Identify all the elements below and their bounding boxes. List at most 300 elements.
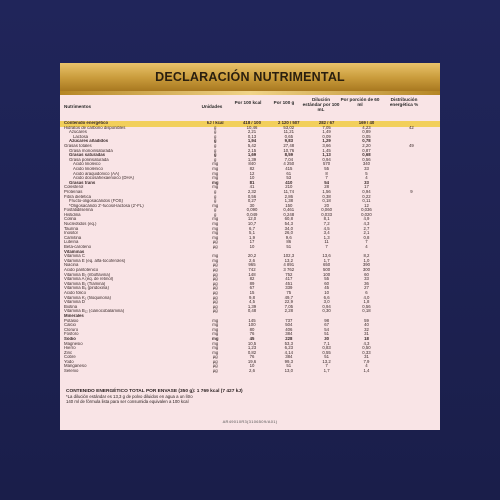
unit: mg <box>212 176 219 181</box>
value-portion: 7,9 <box>363 359 370 364</box>
value-per-100g: 51 <box>286 364 292 369</box>
nutrient-name: Contenido energético <box>64 121 109 125</box>
value-per-100g: 7,04 <box>284 157 293 162</box>
value-portion: 0,78 <box>362 139 371 144</box>
nutrient-name: Niacina <box>64 263 79 268</box>
value-per-100g: 752 <box>285 272 293 277</box>
value-portion: 36 <box>364 281 369 286</box>
value-per-100g: 99,3 <box>284 359 293 364</box>
unit: mg <box>212 162 219 167</box>
value-portion: 4,3 <box>363 222 370 227</box>
value-portion: 340 <box>362 162 371 167</box>
value-dilution: 8 <box>325 171 328 176</box>
value-dilution: 10 <box>324 290 329 295</box>
nutrient-name: Luteína <box>64 240 79 245</box>
value-per-100kcal: 76 <box>249 332 255 337</box>
value-per-100kcal: 0,049 <box>246 212 258 217</box>
value-per-100kcal: 1,69 <box>247 153 257 158</box>
value-dilution: 30 <box>324 336 329 341</box>
nutrient-name: *Oligosacárido 2'-fucosil-lactosa (2'-FL) <box>69 203 144 208</box>
nutrient-name: Manganeso <box>64 364 87 369</box>
value-per-100kcal: 76 <box>249 355 255 360</box>
nutrient-name: Grasa monoinsaturada <box>69 148 113 153</box>
value-per-100g: 4 250 <box>283 162 295 167</box>
value-dilution: 7,1 <box>323 341 330 346</box>
value-portion: 0,8 <box>363 235 370 240</box>
value-per-100kcal: 145 <box>248 318 256 323</box>
value-per-100g: 9,83 <box>284 139 293 144</box>
nutrient-name: Histidina <box>64 212 81 217</box>
table-row <box>64 369 436 374</box>
value-dilution: 28 <box>324 185 329 190</box>
value-dilution: 650 <box>323 263 331 268</box>
value-portion: 0,87 <box>362 148 371 153</box>
value-portion: 7 <box>365 240 368 245</box>
gold-divider <box>60 91 440 95</box>
unit: mg <box>212 323 219 328</box>
value-dilution: 4,5 <box>323 226 330 231</box>
value-dilution: 1,49 <box>322 130 331 135</box>
nutrient-name: Ácido linolénico <box>73 166 103 171</box>
value-dilution: 1,7 <box>323 369 330 374</box>
value-per-100kcal: 20,2 <box>247 254 257 259</box>
nutrient-name: Calcio <box>64 323 76 328</box>
nutrient-name: Potasio <box>64 318 79 323</box>
value-portion: 0,56 <box>362 304 371 309</box>
unit: g <box>213 139 217 144</box>
value-portion: 169 / 40 <box>358 121 375 125</box>
value-portion: 0,56 <box>362 157 371 162</box>
value-per-100kcal: 2,6 <box>249 369 255 374</box>
value-per-100g: 2,28 <box>284 309 293 314</box>
value-dilution: 1,13 <box>322 153 331 158</box>
nutrient-name: Vitamina B₁₂ (cianocobalamina) <box>64 309 125 314</box>
value-per-100kcal: 9,8 <box>249 295 255 300</box>
value-per-100g: 34,0 <box>284 226 293 231</box>
value-dilution: 7 <box>325 364 328 369</box>
value-dilution: 51 <box>324 355 329 360</box>
value-dilution: 55 <box>324 277 329 282</box>
nutrient-name: Carnitina <box>64 235 82 240</box>
header-dilucion: Dilución estándar por 100 mL <box>302 97 340 112</box>
value-per-100kcal: 15 <box>249 290 255 295</box>
value-portion: 12 <box>364 203 369 208</box>
header-porcion: Por porción de 60 ml <box>340 97 380 107</box>
nutrient-name: Azúcares <box>69 130 87 135</box>
value-portion: 4,23 <box>362 125 371 130</box>
unit: g <box>214 130 217 135</box>
nutrient-name: Vitamina B₁ (Tiamina) <box>64 281 106 286</box>
unit: mg <box>212 180 219 185</box>
nutrient-name: Proteínas <box>64 189 83 194</box>
nutrient-name: Fibra dietética <box>64 194 91 199</box>
unit: mg <box>212 254 219 259</box>
value-per-100kcal: 17 <box>249 240 255 245</box>
value-per-100g: 53,02 <box>283 125 295 130</box>
value-per-100g: 86 <box>286 240 292 245</box>
value-dilution: 0,55 <box>322 350 331 355</box>
nutrient-name: Zinc <box>64 350 73 355</box>
unit: µg <box>212 309 218 314</box>
value-per-100kcal: 2,21 <box>247 130 257 135</box>
value-portion: 0,18 <box>362 309 371 314</box>
value-dilution: 8,1 <box>323 217 330 222</box>
value-per-100kcal: 41 <box>249 185 255 190</box>
unit: mg <box>212 332 219 337</box>
value-dilution: 1,29 <box>322 139 331 144</box>
value-per-100kcal: 67 <box>249 286 255 291</box>
value-per-100kcal: 80 <box>249 327 255 332</box>
total-energy: CONTENIDO ENERGÉTICO TOTAL POR ENVASE (350 g): 1 769 kcal (7 427 kJ) <box>66 389 243 394</box>
nutrient-name: Minerales <box>64 313 84 318</box>
value-per-100kcal: 2,32 <box>247 189 257 194</box>
unit: mg <box>212 203 219 208</box>
value-per-100kcal: 10 <box>249 176 255 181</box>
unit: µg <box>212 263 218 268</box>
value-per-100g: 210 <box>285 185 293 190</box>
unit: µg <box>212 268 218 272</box>
nutrient-name: Colesterol <box>64 185 84 190</box>
value-portion: 390 <box>362 263 371 268</box>
value-dilution: 13,2 <box>322 359 331 364</box>
unit: kJ / kcal <box>206 121 224 125</box>
footer-note-2: 140 ml de fórmula lista para ser consumida equivalen a 100 kcal <box>66 399 189 404</box>
nutrient-name: Ácido pantoténico <box>64 268 99 272</box>
value-per-100kcal: 0,56 <box>247 194 257 199</box>
value-dilution: 3,66 <box>322 143 331 148</box>
unit: µg <box>212 290 218 295</box>
value-per-100kcal: 45 <box>249 336 255 341</box>
value-portion: 6 <box>365 290 368 295</box>
value-dilution: 0,09 <box>322 134 331 139</box>
value-dilution: 500 <box>323 268 331 272</box>
value-per-100kcal: 1,39 <box>247 304 257 309</box>
header-por-100kcal: Por 100 kcal <box>234 100 262 105</box>
value-dilution: 98 <box>324 318 329 323</box>
unit: mg <box>212 217 219 222</box>
value-dilution: 54 <box>324 180 329 185</box>
value-per-100kcal: 840 <box>248 162 256 167</box>
value-per-100g: 737 <box>285 318 293 323</box>
unit: µg <box>212 272 218 277</box>
nutrient-name: Hidratos de carbono disponibles <box>64 125 126 130</box>
unit: mg <box>212 346 219 351</box>
unit: g <box>214 212 217 217</box>
nutrient-name: Ácido docosahexaenoico (DHA) <box>73 176 134 181</box>
value-per-100kcal: 4,5 <box>249 300 255 305</box>
value-per-100g: 150 <box>285 203 293 208</box>
nutrient-name: Biotina <box>64 304 78 309</box>
value-per-100g: 0,461 <box>283 208 295 213</box>
value-per-100g: 60,8 <box>284 217 293 222</box>
value-per-100g: 4 891 <box>283 263 295 268</box>
value-per-100g: 13,2 <box>284 258 293 263</box>
value-portion: 40 <box>364 323 369 328</box>
value-dilution: 45 <box>324 286 329 291</box>
value-portion: 4,9 <box>363 217 370 222</box>
value-per-100g: 61 <box>286 171 292 176</box>
value-per-100g: 228 <box>285 336 293 341</box>
value-dilution: 7 <box>325 176 328 181</box>
value-portion: 33 <box>364 180 369 185</box>
unit: µg <box>212 240 218 245</box>
value-per-100g: 0,248 <box>283 212 295 217</box>
nutrient-name: Beta-caroteno <box>64 245 91 250</box>
value-portion: 60 <box>364 272 369 277</box>
header-unidades: Unidades <box>201 104 223 109</box>
unit: mg <box>212 226 219 231</box>
value-portion: 0,036 <box>361 208 372 213</box>
nutrient-name: Vitamina K₁ (filoquinona) <box>64 295 111 300</box>
value-dilution: 67 <box>324 323 329 328</box>
unit: g <box>214 194 217 199</box>
value-portion: 0,020 <box>361 212 372 217</box>
value-portion: 59 <box>364 318 369 323</box>
nutrient-name: Ácido linoleico <box>73 162 101 167</box>
value-portion: 31 <box>364 355 369 360</box>
nutrient-name: Nucleótidos (eq.) <box>64 222 97 227</box>
value-per-100g: 2 120 / 507 <box>278 121 300 125</box>
footer <box>66 389 436 404</box>
value-portion: 1,4 <box>363 369 370 374</box>
value-portion: 4 <box>365 176 368 181</box>
nutrient-name: Selenio <box>64 369 79 374</box>
nutrient-name: Lactosa <box>73 134 89 139</box>
unit: g <box>214 148 217 153</box>
nutrient-name: Vitamina E (eq. alfa-tocoferoles) <box>64 258 126 263</box>
unit: g <box>214 125 217 130</box>
value-per-100kcal: 82 <box>249 277 255 282</box>
value-per-100kcal: 1,94 <box>247 139 257 144</box>
value-portion: 17 <box>364 185 369 190</box>
value-dilution: 54 <box>324 327 329 332</box>
value-portion: 18 <box>364 336 369 341</box>
header-distribucion: Distribución energética % <box>389 97 419 107</box>
product-code: AR49010R3(3106509/A01) <box>222 419 278 424</box>
value-per-100g: 384 <box>285 355 293 360</box>
value-per-100kcal: 2,6 <box>249 258 255 263</box>
value-per-100kcal: 12,0 <box>247 217 257 222</box>
unit: µg <box>212 281 218 286</box>
value-per-100kcal: 2,15 <box>247 148 257 153</box>
nutrient-name: Vitamina B₂ (riboflavina) <box>64 272 111 277</box>
unit: µg <box>212 295 218 300</box>
value-per-100g: 10,76 <box>283 148 295 153</box>
nutrient-name: Cobre <box>64 355 76 360</box>
value-per-100g: 9,6 <box>285 235 292 240</box>
value-dilution: 1,7 <box>323 258 330 263</box>
footer-note-1: *La dilución estándar es 13,3 g de polvo diluidos en agua a un litro <box>66 394 193 399</box>
value-dilution: 13,6 <box>322 254 331 259</box>
unit: g <box>213 153 217 158</box>
unit: µg <box>212 364 218 369</box>
panel-title: DECLARACIÓN NUTRIMENTAL <box>155 70 345 84</box>
unit: g <box>214 143 217 148</box>
value-per-100g: 102,3 <box>283 254 295 259</box>
value-per-100kcal: 1,39 <box>247 157 257 162</box>
value-per-100kcal: 0,13 <box>247 134 257 139</box>
value-per-100g: 53,3 <box>284 341 293 346</box>
value-dilution: 0,30 <box>322 309 331 314</box>
unit: mg <box>212 231 219 236</box>
value-per-100kcal: 5,1 <box>249 231 255 236</box>
value-portion: 4 <box>365 245 368 250</box>
unit: µg <box>212 355 218 360</box>
nutrient-name: Cloruro <box>64 327 79 332</box>
value-per-100g: 27,48 <box>283 143 295 148</box>
nutrient-name: Taurina <box>64 226 79 231</box>
nutrient-name: Grasas trans <box>69 180 96 185</box>
nutrient-name: Grasas saturadas <box>69 153 106 158</box>
table-header <box>60 96 440 120</box>
nutrient-name: Vitaminas <box>64 249 85 254</box>
energy-distribution: 42 <box>409 125 414 130</box>
value-per-100kcal: 965 <box>248 263 256 268</box>
value-portion: 0,94 <box>362 189 371 194</box>
nutrient-name: Ácido araquidónico (AA) <box>73 171 120 176</box>
unit: µg <box>212 369 218 374</box>
unit: mg <box>212 327 219 332</box>
header-por-100g: Por 100 g <box>273 100 295 105</box>
value-per-100g: 415 <box>285 166 293 171</box>
energy-distribution: 49 <box>409 143 414 148</box>
value-per-100g: 1,38 <box>284 199 293 204</box>
value-dilution: 3,0 <box>323 300 330 305</box>
value-portion: 2,20 <box>362 143 371 148</box>
nutrient-name: Fósforo <box>64 332 79 337</box>
value-per-100g: 49,7 <box>284 295 293 300</box>
nutrient-name: Sodio <box>64 336 76 341</box>
value-per-100kcal: 1,23 <box>247 346 257 351</box>
nutrient-name: Grasas totales <box>64 143 92 148</box>
unit: g <box>214 189 217 194</box>
unit: g <box>214 134 217 139</box>
value-portion: 0,22 <box>362 194 371 199</box>
value-per-100g: 504 <box>285 323 293 328</box>
value-per-100kcal: 82 <box>249 166 255 171</box>
value-portion: 4,0 <box>363 295 370 300</box>
value-portion: 2,1 <box>363 231 370 236</box>
value-portion: 4 <box>365 364 368 369</box>
value-portion: 1,0 <box>363 258 370 263</box>
value-dilution: 0,94 <box>322 157 331 162</box>
value-portion: 32 <box>364 327 369 332</box>
value-portion: 2,7 <box>363 226 370 231</box>
value-portion: 5 <box>365 171 368 176</box>
unit: mg <box>212 185 219 190</box>
value-portion: 27 <box>364 286 369 291</box>
unit: µg <box>212 359 218 364</box>
value-per-100g: 11,74 <box>283 189 295 194</box>
value-per-100g: 53 <box>286 176 292 181</box>
nutrient-name: Yodo <box>64 359 74 364</box>
value-per-100kcal: 10,5 <box>247 341 257 346</box>
nutrient-name: Hierro <box>64 346 76 351</box>
value-per-100g: 2,86 <box>284 194 293 199</box>
value-dilution: 0,033 <box>321 212 332 217</box>
nutrition-panel <box>60 63 440 430</box>
nutrient-name: Ácido fólico <box>64 290 86 295</box>
value-portion: 33 <box>364 166 369 171</box>
value-portion: 0,89 <box>362 130 371 135</box>
value-per-100g: 8,59 <box>284 153 293 158</box>
value-dilution: 55 <box>324 166 329 171</box>
nutrient-name: Vitamina B₆ (piridoxina) <box>64 286 109 291</box>
nutrient-name: Grasa poliinsaturada <box>69 157 109 162</box>
value-per-100kcal: 10 <box>249 245 255 250</box>
value-per-100kcal: 1,9 <box>249 235 255 240</box>
nutrient-name: Colina <box>64 217 77 222</box>
unit: µg <box>212 304 218 309</box>
value-portion: 1,8 <box>363 300 370 305</box>
value-per-100kcal: 0,48 <box>247 309 257 314</box>
unit: µg <box>212 245 218 250</box>
value-portion: 33 <box>364 277 369 282</box>
value-per-100g: 7,05 <box>284 304 293 309</box>
unit: µg <box>212 286 218 291</box>
unit: g <box>214 199 217 204</box>
value-dilution: 1,3 <box>323 235 330 240</box>
value-per-100kcal: 81 <box>249 180 255 185</box>
unit: mg <box>212 171 219 176</box>
value-portion: 31 <box>364 332 369 337</box>
value-per-100kcal: 10,7 <box>247 222 257 227</box>
value-portion: 0,33 <box>362 350 371 355</box>
nutrient-name: Magnesio <box>64 341 83 346</box>
value-per-100kcal: 742 <box>248 268 256 272</box>
value-portion: 300 <box>362 268 371 272</box>
value-dilution: 7,05 <box>322 125 331 130</box>
value-per-100kcal: 5,42 <box>247 143 257 148</box>
value-per-100g: 54,3 <box>284 222 293 227</box>
value-per-100g: 4,14 <box>284 350 293 355</box>
value-portion: 0,05 <box>362 134 371 139</box>
value-dilution: 51 <box>324 332 329 337</box>
value-per-100kcal: 30 <box>249 203 255 208</box>
nutrient-name: Vitamina A (eq. de retinol) <box>64 277 114 282</box>
energy-distribution: 9 <box>410 189 413 194</box>
header-nutrientes: Nutrimentos <box>64 104 92 109</box>
value-dilution: 282 / 67 <box>318 121 335 125</box>
unit: g <box>214 157 217 162</box>
value-portion: 8,2 <box>363 254 370 259</box>
nutrient-name: Fructo-oligosacáridos (FOS) <box>69 199 123 204</box>
value-dilution: 0,18 <box>322 199 331 204</box>
value-per-100kcal: 89 <box>249 281 255 286</box>
value-per-100g: 26,0 <box>284 231 293 236</box>
unit: µg <box>212 300 218 305</box>
value-dilution: 11 <box>324 240 329 245</box>
energy-distribution <box>387 369 436 374</box>
value-dilution: 0,94 <box>322 304 331 309</box>
unit: mg <box>212 222 219 227</box>
value-dilution: 7,2 <box>323 222 330 227</box>
value-portion: 0,50 <box>362 346 371 351</box>
value-per-100g: 0,65 <box>284 134 293 139</box>
value-per-100g: 13,0 <box>284 369 293 374</box>
unit: mg <box>212 350 219 355</box>
nutrient-name: Azúcares añadidos <box>69 139 109 144</box>
unit: mg <box>212 318 219 323</box>
value-dilution: 3,4 <box>323 231 330 236</box>
value-portion: 4,3 <box>363 341 370 346</box>
value-per-100kcal: 148 <box>248 272 256 277</box>
value-per-100kcal: 10 <box>249 364 255 369</box>
value-per-100kcal: 6,7 <box>249 226 255 231</box>
nutrition-table <box>64 121 436 374</box>
unit: mg <box>212 235 219 240</box>
unit: mg <box>212 258 219 263</box>
